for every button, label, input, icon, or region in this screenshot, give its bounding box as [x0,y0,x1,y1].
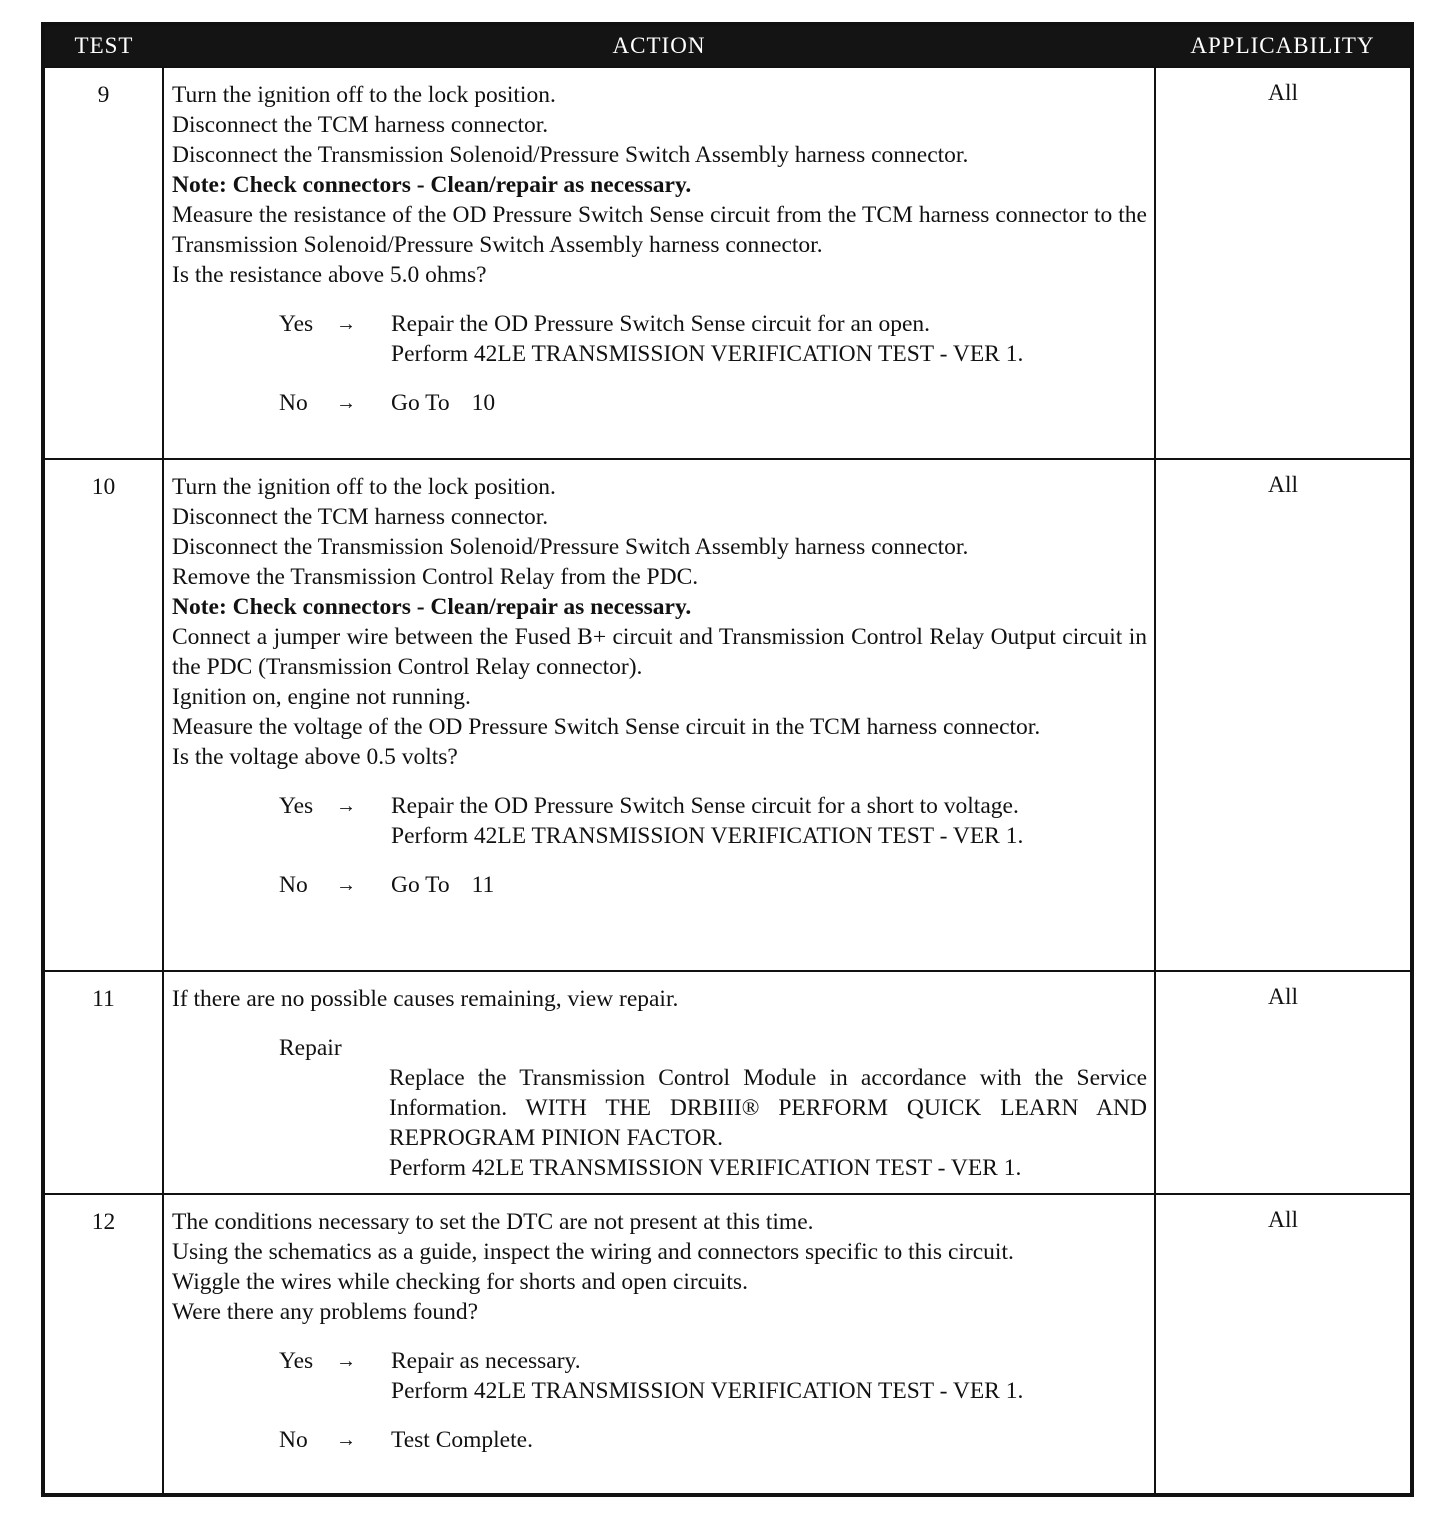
arrow-right-icon: → [336,1350,356,1372]
arrow-right-icon: → [336,795,356,817]
action-step: Measure the resistance of the OD Pressure Switch Sense circuit from the TCM harness connector to the Transmission Solenoid/Pressure Switch Assembly harness connector. [172,202,1147,258]
applicability-cell: All [1155,971,1412,1194]
action-step: Connect a jumper wire between the Fused B+ circuit and Transmission Control Relay Output circuit in the PDC (Transmission Control Relay connector). [172,624,1147,680]
action-step: Turn the ignition off to the lock position. [172,82,556,108]
yes-result: Repair the OD Pressure Switch Sense circuit for a short to voltage. [391,793,1019,819]
action-question: Were there any problems found? [172,1299,479,1325]
no-label: No [279,872,308,898]
action-step: Disconnect the Transmission Solenoid/Pressure Switch Assembly harness connector. [172,142,969,168]
yes-branch [279,791,1147,851]
yes-result: Repair as necessary. [391,1348,581,1374]
test-number: 9 [43,67,163,459]
action-note: Note: Check connectors - Clean/repair as necessary. [172,172,692,198]
arrow-right-icon: → [336,874,356,896]
table-header-row [43,24,1412,67]
action-question: Is the resistance above 5.0 ohms? [172,262,487,288]
action-step: Wiggle the wires while checking for shorts and open circuits. [172,1269,748,1295]
action-note: Note: Check connectors - Clean/repair as necessary. [172,594,692,620]
diagnostic-test-table [41,22,1414,1497]
action-step: If there are no possible causes remaining, view repair. [172,986,679,1012]
yes-branch [279,1346,1147,1406]
action-cell [163,459,1155,971]
yes-result: Repair the OD Pressure Switch Sense circuit for an open. [391,311,931,337]
action-step: Using the schematics as a guide, inspect the wiring and connectors specific to this circuit. [172,1239,1014,1265]
action-step: Disconnect the Transmission Solenoid/Pressure Switch Assembly harness connector. [172,534,969,560]
yes-label: Yes [279,1348,314,1374]
arrow-right-icon: → [336,392,356,414]
action-question: Is the voltage above 0.5 volts? [172,744,458,770]
yes-branch [279,309,1147,369]
applicability-cell: All [1155,67,1412,459]
action-step: Turn the ignition off to the lock position. [172,474,556,500]
repair-instruction: Replace the Transmission Control Module in accordance with the Service Information. WITH THE DRBIII® PERFORM QUICK LEARN AND REPROGRAM PINION FACTOR. [389,1065,1147,1151]
action-step: Ignition on, engine not running. [172,684,471,710]
no-branch [279,870,1147,900]
no-label: No [279,390,308,416]
repair-instruction: Perform 42LE TRANSMISSION VERIFICATION TEST - VER 1. [389,1155,1022,1181]
goto-text: Go To [391,872,450,898]
repair-label: Repair [279,1035,342,1061]
test-row-11 [43,971,1412,1194]
test-number: 11 [43,971,163,1194]
header-action: ACTION [163,24,1155,67]
action-cell [163,971,1155,1194]
action-step: Measure the voltage of the OD Pressure Switch Sense circuit in the TCM harness connector. [172,714,1041,740]
goto-target: 11 [471,872,495,898]
repair-body [389,1063,1147,1183]
diagnostic-page [41,22,1410,1497]
test-row-12 [43,1194,1412,1495]
test-number: 12 [43,1194,163,1495]
action-step: Disconnect the TCM harness connector. [172,504,549,530]
yes-result: Perform 42LE TRANSMISSION VERIFICATION TEST - VER 1. [391,823,1024,849]
no-result: Test Complete. [391,1427,533,1453]
yes-result: Perform 42LE TRANSMISSION VERIFICATION TEST - VER 1. [391,341,1024,367]
no-label: No [279,1427,308,1453]
action-cell [163,1194,1155,1495]
goto-text: Go To [391,390,450,416]
action-cell [163,67,1155,459]
yes-label: Yes [279,311,314,337]
header-test: TEST [43,24,163,67]
test-row-9 [43,67,1412,459]
header-applicability: APPLICABILITY [1155,24,1412,67]
action-step: Disconnect the TCM harness connector. [172,112,549,138]
arrow-right-icon: → [336,313,356,335]
arrow-right-icon: → [336,1429,356,1451]
no-branch [279,1425,1147,1455]
yes-result: Perform 42LE TRANSMISSION VERIFICATION TEST - VER 1. [391,1378,1024,1404]
yes-label: Yes [279,793,314,819]
applicability-cell: All [1155,459,1412,971]
action-step: Remove the Transmission Control Relay from the PDC. [172,564,699,590]
goto-target: 10 [471,390,496,416]
test-row-10 [43,459,1412,971]
no-branch [279,388,1147,418]
applicability-cell: All [1155,1194,1412,1495]
test-number: 10 [43,459,163,971]
action-step: The conditions necessary to set the DTC are not present at this time. [172,1209,814,1235]
